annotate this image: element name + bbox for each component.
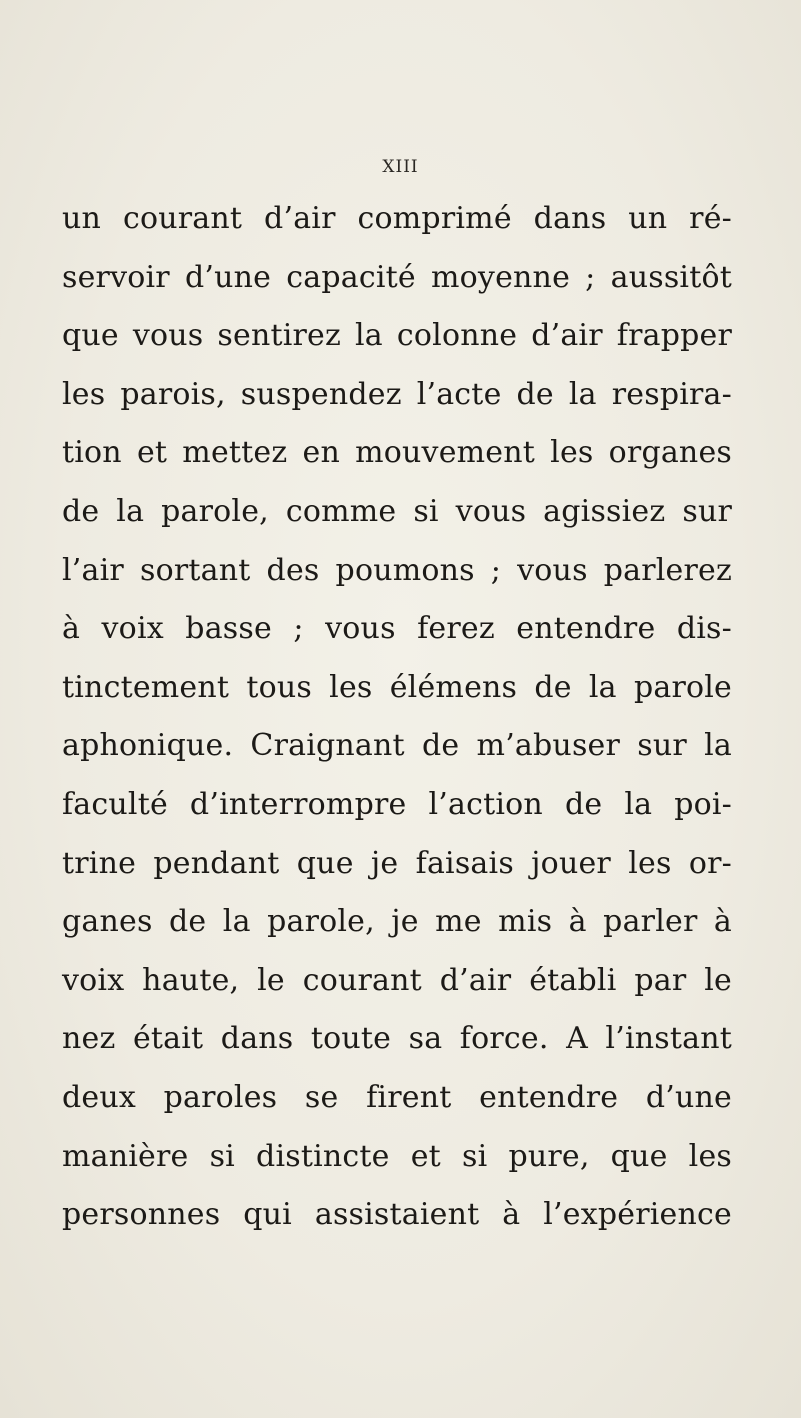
- text-line: faculté d’interrompre l’action de la poi-: [62, 786, 732, 822]
- text-line: les parois, suspendez l’acte de la respira-: [62, 376, 732, 412]
- text-line: un courant d’air comprimé dans un ré-: [62, 201, 732, 236]
- text-line: trine pendant que je faisais jouer les or-: [62, 845, 732, 881]
- text-line: tinctement tous les élémens de la parole: [62, 669, 732, 705]
- text-line: servoir d’une capacité moyenne ; aussitôt: [62, 259, 732, 295]
- text-line: personnes qui assistaient à l’expérience: [62, 1197, 732, 1233]
- page-number: XIII: [382, 157, 419, 177]
- text-line: nez était dans toute sa force. A l’instant: [62, 1021, 732, 1057]
- text-line: que vous sentirez la colonne d’air frapper: [62, 318, 732, 354]
- text-line: aphonique. Craignant de m’abuser sur la: [62, 728, 732, 764]
- text-line: voix haute, le courant d’air établi par le: [62, 962, 732, 998]
- text-line: deux paroles se firent entendre d’une: [62, 1079, 732, 1115]
- text-line: ganes de la parole, je me mis à parler à: [62, 904, 732, 940]
- text-line: l’air sortant des poumons ; vous parlerez: [62, 552, 732, 588]
- text-line: de la parole, comme si vous agissiez sur: [62, 493, 732, 529]
- text-line: manière si distincte et si pure, que les: [62, 1138, 732, 1174]
- text-line: à voix basse ; vous ferez entendre dis-: [62, 611, 732, 647]
- text-line: tion et mettez en mouvement les organes: [62, 435, 732, 471]
- body-text: [62, 160, 732, 1245]
